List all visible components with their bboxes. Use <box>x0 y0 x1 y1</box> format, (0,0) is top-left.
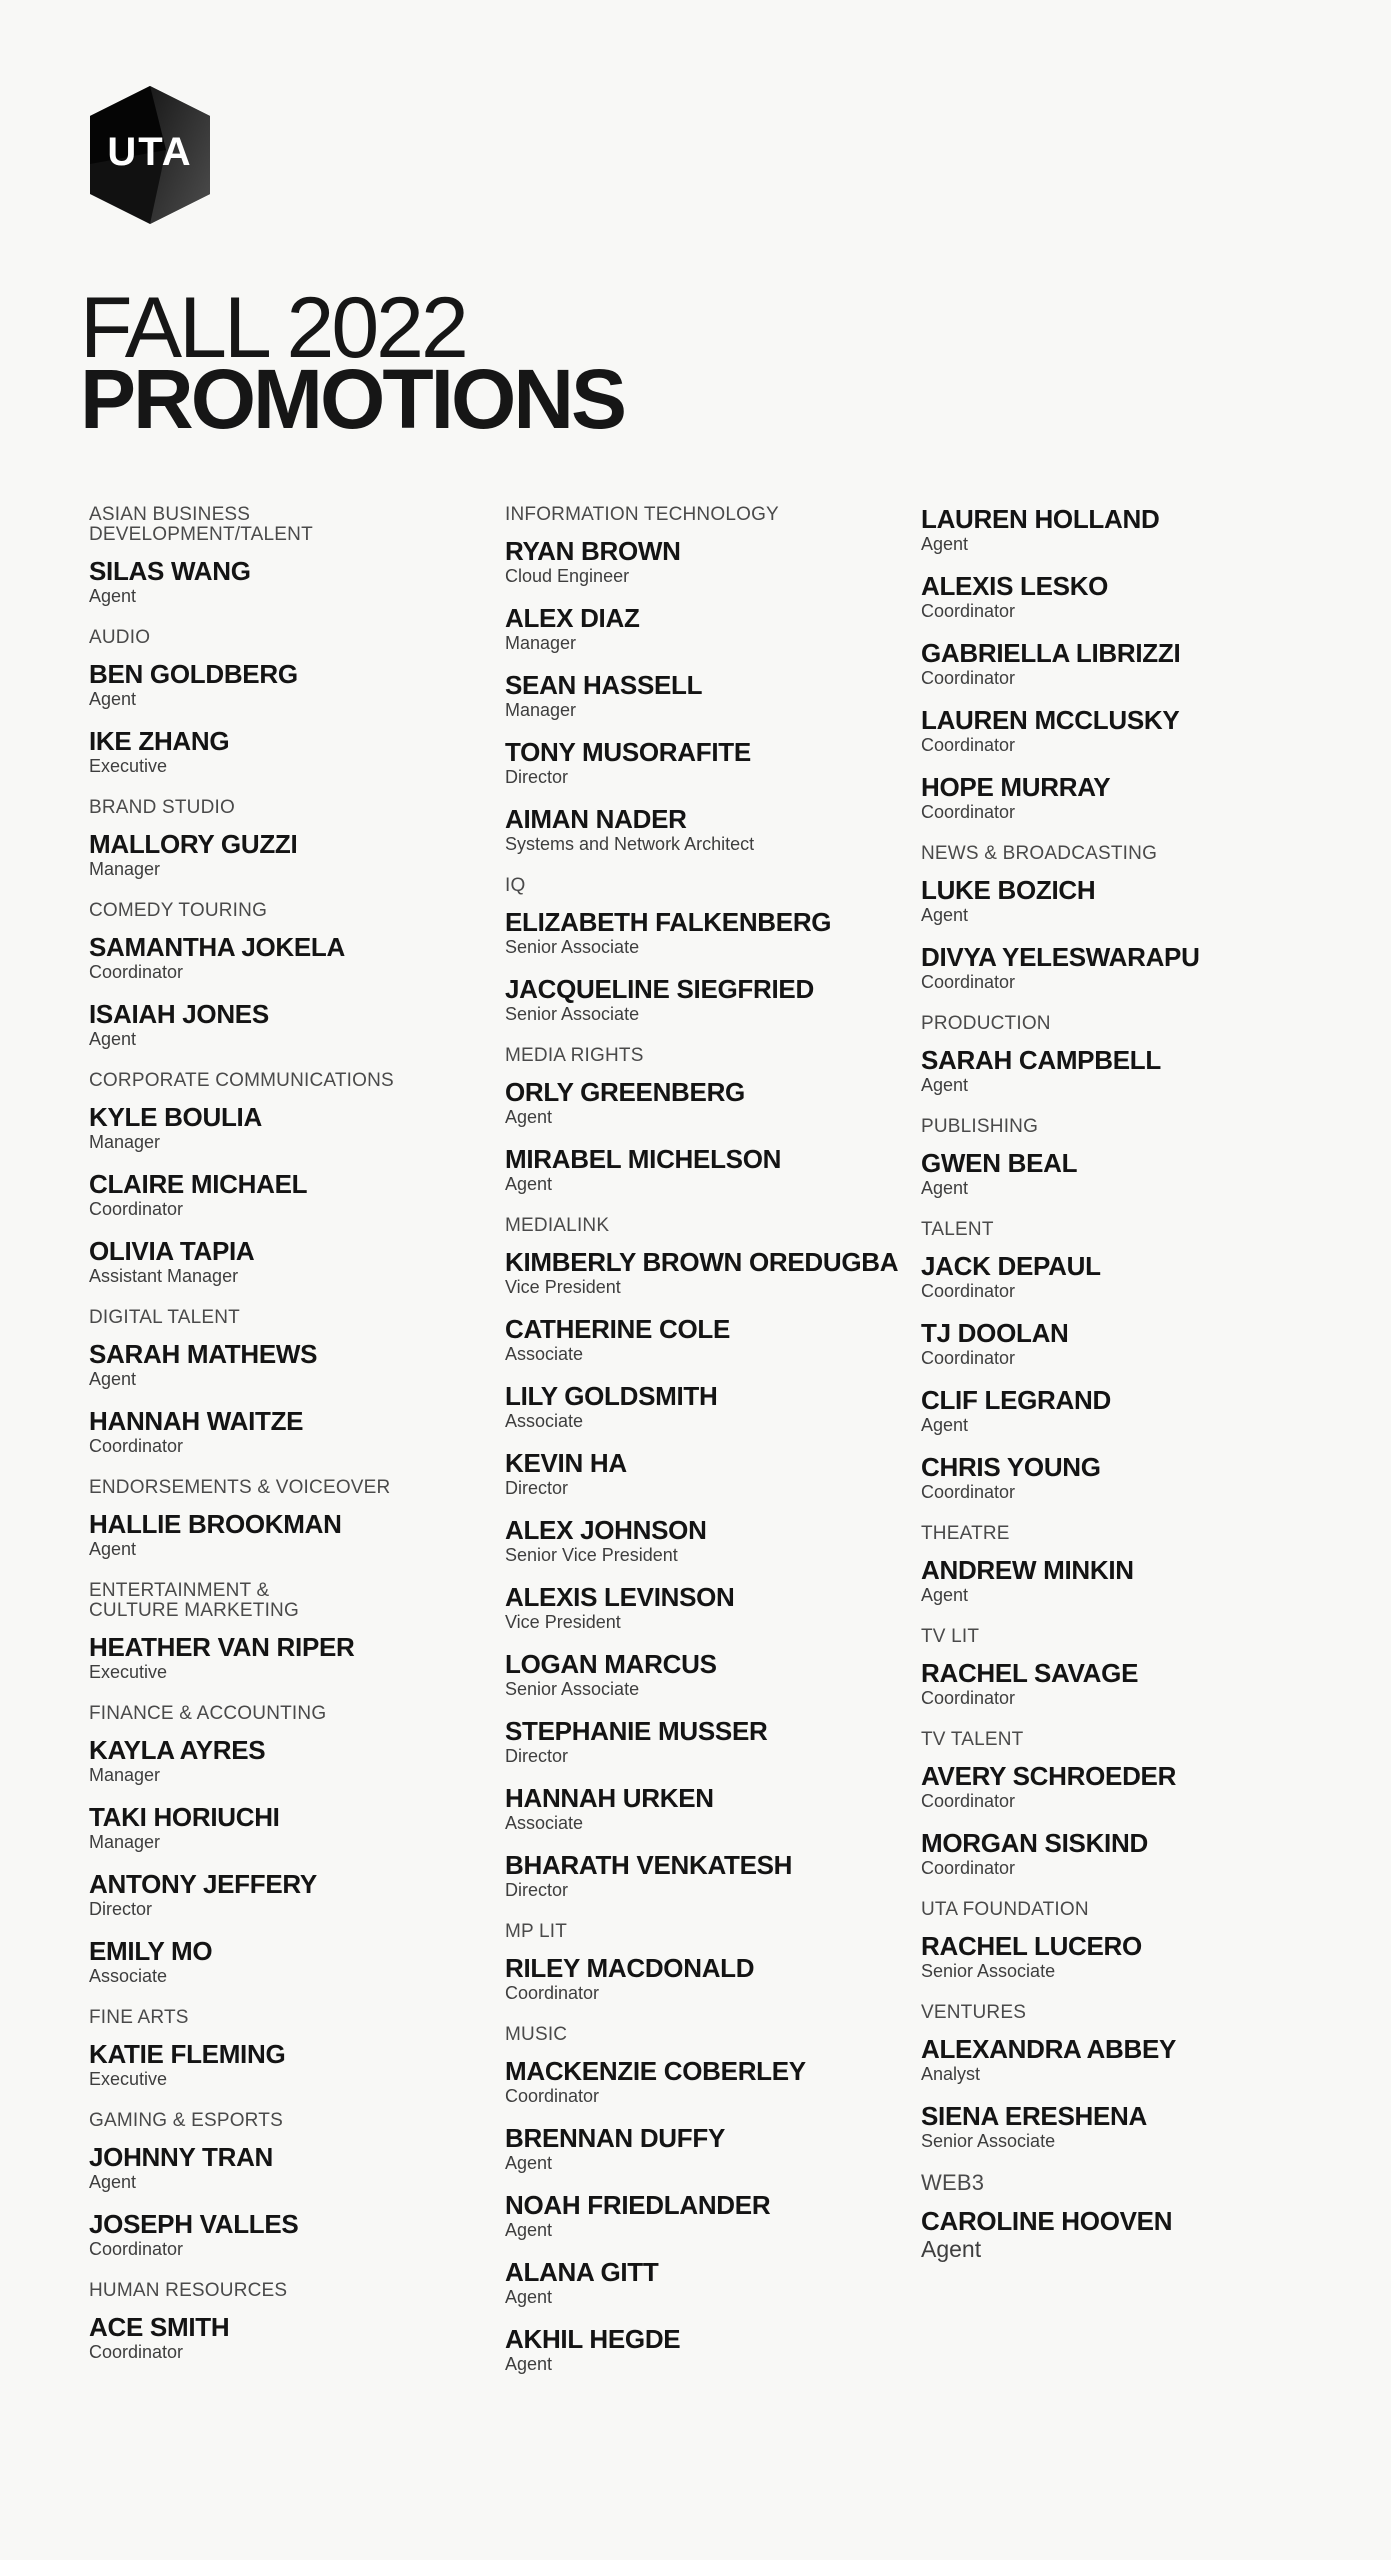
department-section <box>89 628 505 776</box>
promoted-person <box>505 975 921 1024</box>
person-name: ALEXIS LEVINSON <box>505 1582 735 1612</box>
promoted-person <box>89 1237 505 1286</box>
person-role: Vice President <box>505 1612 621 1632</box>
person-name: JACQUELINE SIEGFRIED <box>505 974 814 1004</box>
promoted-person <box>89 1937 505 1986</box>
promoted-person <box>505 2057 921 2106</box>
promoted-person <box>89 1407 505 1456</box>
person-role: Executive <box>89 1662 168 1682</box>
promoted-person <box>921 1932 1337 1981</box>
person-role: Agent <box>505 1174 553 1194</box>
promoted-person <box>89 2143 505 2192</box>
person-role: Agent <box>89 1369 137 1389</box>
person-role: Agent <box>505 2287 553 2307</box>
person-role: Coordinator <box>89 2239 184 2259</box>
department-label: COMEDY TOURING <box>89 900 268 921</box>
person-role: Manager <box>89 1832 161 1852</box>
department-label: UTA FOUNDATION <box>921 1899 1089 1920</box>
department-section <box>921 1730 1337 1878</box>
person-name: MACKENZIE COBERLEY <box>505 2056 806 2086</box>
person-role: Coordinator <box>921 1791 1016 1811</box>
person-name: SIENA ERESHENA <box>921 2101 1147 2131</box>
person-name: ALEX JOHNSON <box>505 1515 707 1545</box>
person-name: AKHIL HEGDE <box>505 2324 681 2354</box>
department-section <box>921 2003 1337 2151</box>
person-name: SARAH CAMPBELL <box>921 1045 1161 1075</box>
person-role: Coordinator <box>89 2342 184 2362</box>
promoted-person <box>921 2102 1337 2151</box>
promoted-person <box>89 727 505 776</box>
person-role: Agent <box>89 586 137 606</box>
person-role: Agent <box>89 689 137 709</box>
person-role: Senior Associate <box>505 937 640 957</box>
promoted-person <box>921 2207 1337 2262</box>
person-name: RACHEL SAVAGE <box>921 1658 1139 1688</box>
promoted-person <box>89 2313 505 2362</box>
department-section <box>89 505 505 606</box>
promoted-person <box>921 505 1337 554</box>
person-role: Director <box>505 1478 569 1498</box>
promoted-person <box>89 1340 505 1389</box>
person-role: Coordinator <box>505 1983 600 2003</box>
person-role: Director <box>505 767 569 787</box>
department-section <box>921 1014 1337 1095</box>
promoted-person <box>921 1319 1337 1368</box>
person-role: Assistant Manager <box>89 1266 239 1286</box>
promoted-person <box>921 639 1337 688</box>
person-name: LAUREN MCCLUSKY <box>921 705 1180 735</box>
promoted-person <box>89 1510 505 1559</box>
person-role: Agent <box>921 2236 982 2262</box>
department-section <box>89 901 505 1049</box>
department-section <box>505 1216 921 1900</box>
promoted-person <box>505 738 921 787</box>
department-label: IQ <box>505 875 526 896</box>
department-label: GAMING & ESPORTS <box>89 2110 283 2131</box>
person-name: TONY MUSORAFITE <box>505 737 751 767</box>
department-label: MUSIC <box>505 2024 568 2045</box>
person-name: HOPE MURRAY <box>921 772 1111 802</box>
promoted-person <box>89 933 505 982</box>
department-section <box>505 1046 921 1194</box>
promoted-person <box>921 2035 1337 2084</box>
person-name: CLIF LEGRAND <box>921 1385 1111 1415</box>
promoted-person <box>89 2210 505 2259</box>
promoted-person <box>505 671 921 720</box>
department-label: ENTERTAINMENT & CULTURE MARKETING <box>89 1580 299 1621</box>
person-role: Coordinator <box>921 1688 1016 1708</box>
person-role: Vice President <box>505 1277 621 1297</box>
person-role: Analyst <box>921 2064 981 2084</box>
promoted-person <box>921 706 1337 755</box>
department-section <box>921 1524 1337 1605</box>
person-name: HANNAH WAITZE <box>89 1406 304 1436</box>
person-role: Agent <box>921 1075 969 1095</box>
person-role: Director <box>505 1746 569 1766</box>
person-role: Executive <box>89 2069 168 2089</box>
person-name: JACK DEPAUL <box>921 1251 1101 1281</box>
person-name: KIMBERLY BROWN OREDUGBA <box>505 1247 899 1277</box>
promoted-person <box>89 660 505 709</box>
department-section <box>505 2025 921 2374</box>
promoted-person <box>89 557 505 606</box>
person-name: ACE SMITH <box>89 2312 230 2342</box>
promotions-columns <box>89 505 1389 2396</box>
person-name: TJ DOOLAN <box>921 1318 1069 1348</box>
person-role: Agent <box>89 1029 137 1049</box>
department-section <box>89 798 505 879</box>
person-role: Manager <box>89 859 161 879</box>
promoted-person <box>505 1583 921 1632</box>
person-role: Coordinator <box>921 1482 1016 1502</box>
promoted-person <box>89 1000 505 1049</box>
promoted-person <box>505 1078 921 1127</box>
department-label: INFORMATION TECHNOLOGY <box>505 504 779 525</box>
person-name: LOGAN MARCUS <box>505 1649 717 1679</box>
promoted-person <box>89 2040 505 2089</box>
person-name: ALEXIS LESKO <box>921 571 1109 601</box>
person-name: LUKE BOZICH <box>921 875 1096 905</box>
person-role: Director <box>89 1899 153 1919</box>
person-role: Associate <box>505 1411 584 1431</box>
person-role: Manager <box>505 633 577 653</box>
person-role: Agent <box>921 1585 969 1605</box>
title-line2: PROMOTIONS <box>80 352 625 446</box>
department-label: MEDIA RIGHTS <box>505 1045 644 1066</box>
person-name: STEPHANIE MUSSER <box>505 1716 768 1746</box>
promoted-person <box>505 1248 921 1297</box>
person-name: DIVYA YELESWARAPU <box>921 942 1200 972</box>
person-role: Coordinator <box>921 802 1016 822</box>
promoted-person <box>921 943 1337 992</box>
person-role: Agent <box>89 2172 137 2192</box>
person-role: Agent <box>921 534 969 554</box>
person-name: JOSEPH VALLES <box>89 2209 299 2239</box>
person-role: Coordinator <box>505 2086 600 2106</box>
person-role: Coordinator <box>921 668 1016 688</box>
person-name: GWEN BEAL <box>921 1148 1078 1178</box>
person-name: CHRIS YOUNG <box>921 1452 1101 1482</box>
promoted-person <box>921 1453 1337 1502</box>
department-label: WEB3 <box>921 2170 985 2195</box>
department-label: HUMAN RESOURCES <box>89 2280 288 2301</box>
department-label: ASIAN BUSINESS DEVELOPMENT/TALENT <box>89 504 313 545</box>
person-role: Coordinator <box>921 1348 1016 1368</box>
promoted-person <box>505 805 921 854</box>
promoted-person <box>921 1762 1337 1811</box>
person-role: Agent <box>505 2354 553 2374</box>
promoted-person <box>921 1046 1337 1095</box>
promoted-person <box>505 1784 921 1833</box>
person-role: Agent <box>89 1539 137 1559</box>
promoted-person <box>921 773 1337 822</box>
person-role: Manager <box>89 1765 161 1785</box>
person-role: Manager <box>89 1132 161 1152</box>
promoted-person <box>921 876 1337 925</box>
promoted-person <box>89 1870 505 1919</box>
person-role: Coordinator <box>921 1281 1016 1301</box>
department-section <box>89 1581 505 1682</box>
department-section <box>505 1922 921 2003</box>
person-name: ALEX DIAZ <box>505 603 640 633</box>
uta-logo <box>86 86 214 226</box>
promoted-person <box>89 1803 505 1852</box>
promoted-person <box>921 1252 1337 1301</box>
promoted-person <box>505 1145 921 1194</box>
department-label: DIGITAL TALENT <box>89 1307 240 1328</box>
department-label: VENTURES <box>921 2002 1027 2023</box>
person-role: Associate <box>89 1966 168 1986</box>
person-name: GABRIELLA LIBRIZZI <box>921 638 1181 668</box>
person-role: Coordinator <box>89 1436 184 1456</box>
person-name: ALANA GITT <box>505 2257 659 2287</box>
promoted-person <box>89 1736 505 1785</box>
promoted-person <box>505 537 921 586</box>
column-3 <box>921 505 1337 2396</box>
person-name: IKE ZHANG <box>89 726 230 756</box>
department-label: BRAND STUDIO <box>89 797 235 818</box>
department-section <box>921 1117 1337 1198</box>
person-name: RYAN BROWN <box>505 536 681 566</box>
person-role: Agent <box>921 1178 969 1198</box>
person-name: JOHNNY TRAN <box>89 2142 274 2172</box>
department-section <box>89 1704 505 1986</box>
person-name: KAYLA AYRES <box>89 1735 266 1765</box>
department-section <box>921 2170 1337 2262</box>
person-role: Agent <box>505 1107 553 1127</box>
department-label: FINE ARTS <box>89 2007 189 2028</box>
department-section <box>921 844 1337 992</box>
person-role: Agent <box>921 1415 969 1435</box>
department-label: TALENT <box>921 1219 994 1240</box>
column-1 <box>89 505 505 2396</box>
person-name: AIMAN NADER <box>505 804 687 834</box>
promoted-person <box>505 1449 921 1498</box>
promoted-person <box>921 1556 1337 1605</box>
department-section <box>921 1627 1337 1708</box>
promoted-person <box>505 1516 921 1565</box>
person-role: Coordinator <box>921 972 1016 992</box>
person-name: KATIE FLEMING <box>89 2039 286 2069</box>
department-section <box>921 1220 1337 1502</box>
promoted-person <box>921 1149 1337 1198</box>
person-name: LILY GOLDSMITH <box>505 1381 718 1411</box>
person-name: ORLY GREENBERG <box>505 1077 745 1107</box>
person-name: HALLIE BROOKMAN <box>89 1509 342 1539</box>
person-role: Senior Associate <box>505 1679 640 1699</box>
person-role: Agent <box>505 2220 553 2240</box>
uta-logo-mark <box>86 86 214 226</box>
department-label: TV TALENT <box>921 1729 1024 1750</box>
person-role: Agent <box>921 905 969 925</box>
department-label: NEWS & BROADCASTING <box>921 843 1158 864</box>
person-name: NOAH FRIEDLANDER <box>505 2190 771 2220</box>
department-section <box>89 1308 505 1456</box>
promoted-person <box>505 2258 921 2307</box>
promoted-person <box>505 1382 921 1431</box>
person-role: Coordinator <box>921 735 1016 755</box>
promoted-person <box>89 830 505 879</box>
person-role: Coordinator <box>921 601 1016 621</box>
person-role: Coordinator <box>921 1858 1016 1878</box>
person-name: SILAS WANG <box>89 556 251 586</box>
person-name: OLIVIA TAPIA <box>89 1236 255 1266</box>
promoted-person <box>505 1954 921 2003</box>
department-section <box>89 1071 505 1286</box>
person-name: EMILY MO <box>89 1936 213 1966</box>
person-role: Coordinator <box>89 962 184 982</box>
person-role: Cloud Engineer <box>505 566 630 586</box>
promoted-person <box>921 1659 1337 1708</box>
person-role: Associate <box>505 1344 584 1364</box>
person-name: MIRABEL MICHELSON <box>505 1144 782 1174</box>
department-label: PUBLISHING <box>921 1116 1039 1137</box>
department-label: AUDIO <box>89 627 151 648</box>
person-name: KEVIN HA <box>505 1448 627 1478</box>
person-name: ANDREW MINKIN <box>921 1555 1134 1585</box>
person-name: MORGAN SISKIND <box>921 1828 1148 1858</box>
department-section <box>89 2008 505 2089</box>
department-section <box>921 1900 1337 1981</box>
department-label: FINANCE & ACCOUNTING <box>89 1703 327 1724</box>
person-name: MALLORY GUZZI <box>89 829 298 859</box>
promoted-person <box>921 1386 1337 1435</box>
promoted-person <box>505 1851 921 1900</box>
person-role: Executive <box>89 756 168 776</box>
person-name: SAMANTHA JOKELA <box>89 932 345 962</box>
column-2 <box>505 505 921 2396</box>
person-name: LAUREN HOLLAND <box>921 504 1160 534</box>
promoted-person <box>505 2191 921 2240</box>
person-name: HANNAH URKEN <box>505 1783 714 1813</box>
person-name: SEAN HASSELL <box>505 670 703 700</box>
person-name: SARAH MATHEWS <box>89 1339 318 1369</box>
person-role: Systems and Network Architect <box>505 834 755 854</box>
department-label: PRODUCTION <box>921 1013 1051 1034</box>
department-label: THEATRE <box>921 1523 1010 1544</box>
person-role: Manager <box>505 700 577 720</box>
logo-text: UTA <box>107 130 193 174</box>
person-name: CLAIRE MICHAEL <box>89 1169 308 1199</box>
department-section <box>505 505 921 854</box>
person-name: CATHERINE COLE <box>505 1314 730 1344</box>
promoted-person <box>89 1633 505 1682</box>
department-section <box>505 876 921 1024</box>
department-label: TV LIT <box>921 1626 980 1647</box>
promoted-person <box>505 1315 921 1364</box>
person-name: ELIZABETH FALKENBERG <box>505 907 832 937</box>
promoted-person <box>921 572 1337 621</box>
person-name: AVERY SCHROEDER <box>921 1761 1177 1791</box>
person-role: Senior Associate <box>921 1961 1056 1981</box>
person-name: CAROLINE HOOVEN <box>921 2206 1173 2236</box>
person-role: Associate <box>505 1813 584 1833</box>
person-name: ALEXANDRA ABBEY <box>921 2034 1177 2064</box>
promoted-person <box>505 2124 921 2173</box>
person-name: KYLE BOULIA <box>89 1102 262 1132</box>
person-name: ISAIAH JONES <box>89 999 269 1029</box>
promoted-person <box>921 1829 1337 1878</box>
person-name: ANTONY JEFFERY <box>89 1869 317 1899</box>
person-name: BEN GOLDBERG <box>89 659 298 689</box>
person-role: Coordinator <box>89 1199 184 1219</box>
page-title <box>80 280 625 446</box>
person-role: Senior Vice President <box>505 1545 678 1565</box>
department-section <box>921 505 1337 822</box>
person-name: BRENNAN DUFFY <box>505 2123 725 2153</box>
promoted-person <box>89 1103 505 1152</box>
person-role: Senior Associate <box>505 1004 640 1024</box>
promoted-person <box>89 1170 505 1219</box>
department-section <box>89 2281 505 2362</box>
promoted-person <box>505 2325 921 2374</box>
person-name: HEATHER VAN RIPER <box>89 1632 355 1662</box>
person-role: Director <box>505 1880 569 1900</box>
department-label: ENDORSEMENTS & VOICEOVER <box>89 1477 391 1498</box>
person-role: Agent <box>505 2153 553 2173</box>
person-name: BHARATH VENKATESH <box>505 1850 793 1880</box>
department-label: MP LIT <box>505 1921 568 1942</box>
department-label: MEDIALINK <box>505 1215 610 1236</box>
promoted-person <box>505 1650 921 1699</box>
promoted-person <box>505 1717 921 1766</box>
promoted-person <box>505 908 921 957</box>
title-line1: FALL 2022 <box>80 280 466 376</box>
department-section <box>89 2111 505 2259</box>
department-label: CORPORATE COMMUNICATIONS <box>89 1070 394 1091</box>
promoted-person <box>505 604 921 653</box>
person-name: RACHEL LUCERO <box>921 1931 1142 1961</box>
person-role: Senior Associate <box>921 2131 1056 2151</box>
person-name: TAKI HORIUCHI <box>89 1802 280 1832</box>
person-name: RILEY MACDONALD <box>505 1953 755 1983</box>
department-section <box>89 1478 505 1559</box>
